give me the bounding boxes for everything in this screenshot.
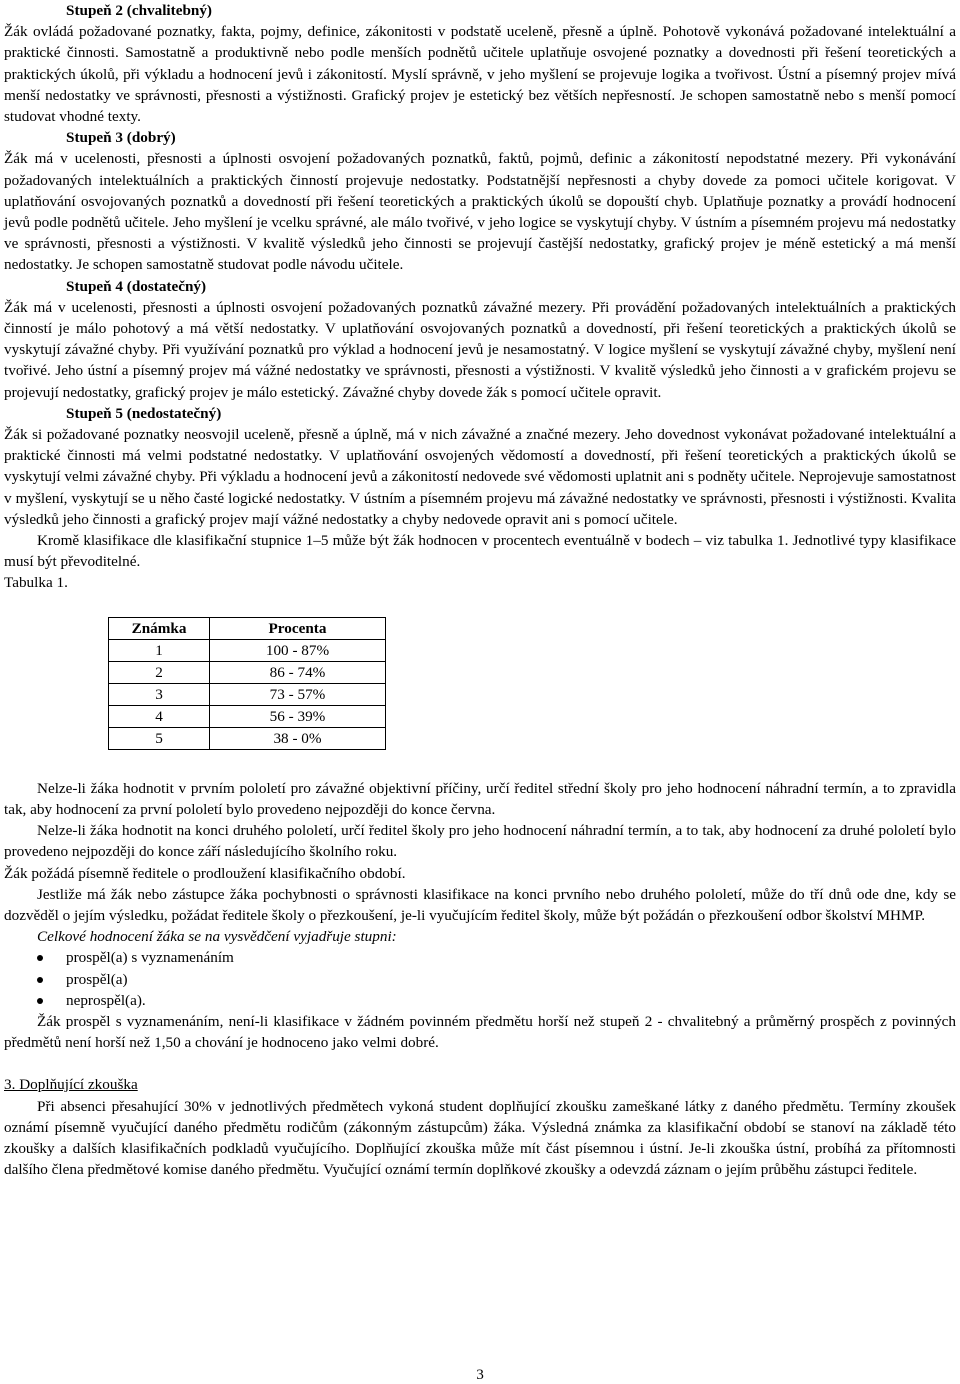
list-item: [4, 969, 956, 990]
table-cell-percent: 56 - 39%: [210, 705, 386, 727]
table-caption: Tabulka 1.: [4, 574, 68, 592]
para-distinction: Žák prospěl s vyznamenáním, není-li klasifikace v žádném povinném předmětu horší než stupeň 2 - chvalitebný a průměrný prospěch z povinných předmětů není horší než 1,50 a chování je hodnoceno jako velmi dobré.: [4, 1012, 956, 1052]
grade-table: [108, 617, 386, 750]
bullet-icon: [37, 977, 43, 983]
grade5-heading: Stupeň 5 (nedostatečný): [66, 404, 222, 422]
overall-list: [4, 947, 956, 1011]
table-row: [109, 705, 386, 727]
table-cell-percent: 73 - 57%: [210, 683, 386, 705]
table-cell-percent: 38 - 0%: [210, 727, 386, 749]
table-cell-grade: 1: [109, 639, 210, 661]
percent-note: Kromě klasifikace dle klasifikační stupnice 1–5 může být žák hodnocen v procentech eventuálně v bodech – viz tabulka 1. Jednotlivé typy klasifikace musí být převoditelné.: [4, 532, 956, 571]
grade3-heading: Stupeň 3 (dobrý): [66, 129, 176, 147]
table-row: [109, 727, 386, 749]
table-header-percent: Procenta: [210, 617, 386, 639]
table-cell-percent: 86 - 74%: [210, 661, 386, 683]
spacer: [4, 750, 956, 778]
table-cell-grade: 3: [109, 683, 210, 705]
table-cell-grade: 2: [109, 661, 210, 683]
list-item-text: prospěl(a) s vyznamenáním: [66, 949, 234, 967]
para-first-half: Nelze-li žáka hodnotit v prvním pololetí pro závažné objektivní příčiny, určí ředitel střední školy pro jeho hodnocení náhradní termín, a to zpravidla tak, aby hodnocení za první pololetí bylo provedeno nejpozději do konce června.: [4, 779, 956, 818]
section3-title: 3. Doplňující zkouška: [4, 1076, 138, 1094]
grade5-text: Žák si požadované poznatky neosvojil uceleně, přesně a úplně, má v nich závažné a značné mezery. Jeho dovednost vykonávat požadované intelektuální a praktické činnosti má velmi podstatné nedostatky. V uplatňování osvojených vědomostí a dovedností, při řešení teoretických a praktických úkolů se vyskytují velmi závažné chyby. Při výkladu a hodnocení jevů a zákonitostí nedovede své vědomosti uplatnit ani s podněty učitele. Neprojevuje samostatnost v myšlení, vyskytují se u něho časté logické nedostatky. V ústním a písemném projevu má závažné nedostatky ve správnosti, přesnosti i výstižnosti. Kvalita výsledků jeho činnosti a grafický projev mají vážné nedostatky a chyby nedovede opravit ani s pomocí učitele.: [4, 426, 956, 528]
list-item: [4, 990, 956, 1011]
table-header-grade: Známka: [109, 617, 210, 639]
bullet-icon: [37, 955, 43, 961]
table-row: [109, 661, 386, 683]
table-cell-percent: 100 - 87%: [210, 639, 386, 661]
section3-text: Při absenci přesahující 30% v jednotlivých předmětech vykoná student doplňující zkoušku zameškané látky z daného předmětu. Termíny zkoušek oznámí písemně vyučující daného předmětu rodičům (zákonným zástupcům) žáka. Výsledná známka za klasifikační období se stanoví na základě této zkoušky a dalších klasifikačních podkladů vyučujícího. Doplňující zkouška může mít část písemnou i ústní. Je-li zkouška ústní, probíhá za přítomnosti dalšího člena předmětové komise daného předmětu. Vyučující oznámí termín doplňkové zkoušky a odevzdá záznam o jejím průběhu zástupci ředitele.: [4, 1097, 956, 1179]
table-row: [109, 683, 386, 705]
page-number: 3: [476, 1366, 484, 1383]
para-extension: Žák požádá písemně ředitele o prodloužení klasifikačního období.: [4, 864, 406, 882]
para-doubt: Jestliže má žák nebo zástupce žáka pochybnosti o správnosti klasifikace na konci prvního nebo druhého pololetí, může do tří dnů ode dne, kdy se dozvěděl o jejím výsledku, požádat ředitele školy o přezkoušení, je-li vyučujícím ředitel školy, může být požádán o přezkoušení odbor školství MHMP.: [4, 885, 956, 924]
grade2-text: Žák ovládá požadované poznatky, fakta, pojmy, definice, zákonitosti v podstatě uceleně, přesně a úplně. Pohotově vykonává požadované intelektuální a praktické činnosti. Samostatně a produktivně nebo podle menších podnětů učitele uplatňuje osvojené poznatky a dovednosti při řešení teoretických a praktických úkolů, při výkladu a hodnocení jevů i zákonitostí. Myslí správně, v jeho myšlení se projevuje logika a tvořivost. Ústní a písemný projev mívá menší nedostatky ve správnosti, přesnosti a výstižnosti. Grafický projev je estetický bez větších nepřesností. Je schopen samostatně nebo s menší pomocí studovat vhodné texty.: [4, 23, 956, 126]
grade3-text: Žák má v ucelenosti, přesnosti a úplnosti osvojení požadovaných poznatků, faktů, pojmů, definic a zákonitostí nepodstatné mezery. Při vykonávání požadovaných intelektuálních a praktických činností projevuje nedostatky. Podstatnější nepřesnosti a chyby dovede za pomoci učitele korigovat. V uplatňování osvojovaných poznatků a dovedností při řešení teoretických a praktických úkolů se dopouští chyb. Uplatňuje poznatky a provádí hodnocení jevů podle podnětů učitele. Jeho myšlení je vcelku správné, ale málo tvořivé, v jeho logice se vyskytují chyby. V ústním a písemném projevu má nedostatky ve správnosti, přesnosti a výstižnosti. V kvalitě výsledků jeho činnosti se projevují častější nedostatky, grafický projev je méně estetický a má menší nedostatky. Je schopen samostatně studovat podle návodu učitele.: [4, 150, 956, 274]
list-item: [4, 947, 956, 968]
bullet-icon: [37, 998, 43, 1004]
overall-intro: Celkové hodnocení žáka se na vysvědčení vyjadřuje stupni:: [37, 928, 397, 946]
table-row: [109, 639, 386, 661]
table-cell-grade: 4: [109, 705, 210, 727]
grade4-text: Žák má v ucelenosti, přesnosti a úplnosti osvojení požadovaných poznatků závažné mezery. Při provádění požadovaných intelektuálních a praktických činností je málo pohotový a má větší nedostatky. V uplatňování osvojovaných poznatků a dovedností, při řešení teoretických a praktických úkolů se vyskytují závažné chyby. Při využívání poznatků pro výklad a hodnocení jevů je nesamostatný. V logice myšlení se vyskytují závažné chyby, myšlení není tvořivé. Jeho ústní a písemný projev má vážné nedostatky ve správnosti, přesnosti a výstižnosti. V kvalitě výsledků jeho činnosti a v grafickém projevu se projevují nedostatky, grafický projev je málo estetický. Závažné chyby dovede žák s pomocí učitele opravit.: [4, 298, 956, 401]
grade4-heading: Stupeň 4 (dostatečný): [66, 277, 207, 295]
list-item-text: prospěl(a): [66, 970, 128, 988]
grade2-heading: Stupeň 2 (chvalitebný): [66, 2, 212, 19]
table-cell-grade: 5: [109, 727, 210, 749]
table-header-row: [109, 617, 386, 639]
para-second-half: Nelze-li žáka hodnotit na konci druhého pololetí, určí ředitel školy pro jeho hodnocení náhradní termín, a to tak, aby hodnocení za druhé pololetí bylo provedeno nejpozději do konce září následujícího školního roku.: [4, 822, 956, 861]
list-item-text: neprospěl(a).: [66, 991, 146, 1009]
